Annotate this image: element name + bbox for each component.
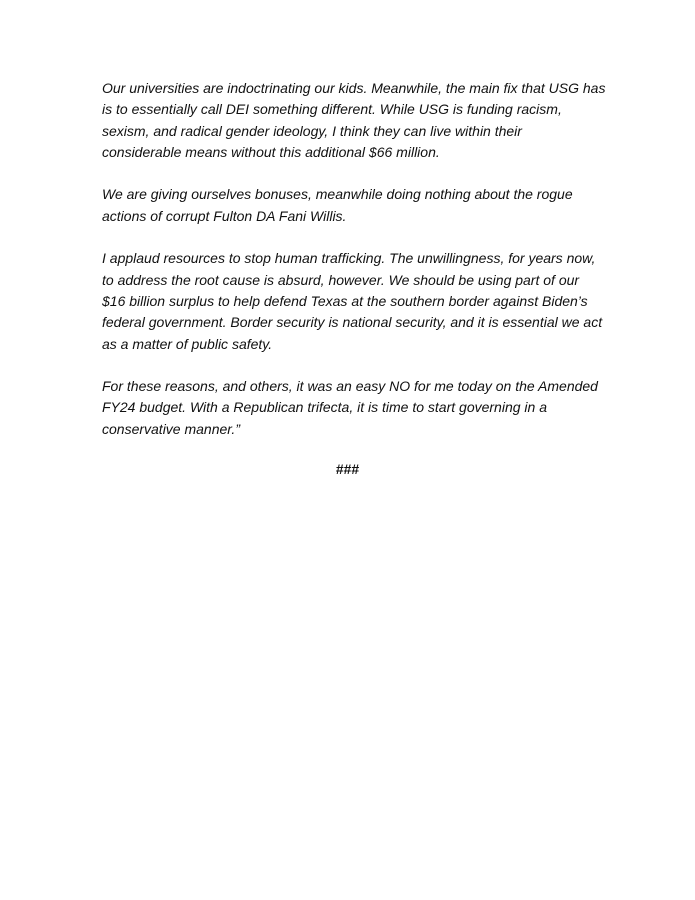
paragraph-border-security <box>102 248 603 354</box>
paragraph-conclusion <box>102 376 600 440</box>
text-line: Our universities are indoctrinating our kids. Meanwhile, the main fix that USG has <box>102 80 606 96</box>
text-line: For these reasons, and others, it was an easy NO for me today on the Amended <box>102 378 598 395</box>
text-line: considerable means without this additional $66 million. <box>102 143 440 160</box>
text-line: $16 billion surplus to help defend Texas at the southern border against Biden’s <box>102 292 588 309</box>
text-line: conservative manner.” <box>102 420 240 437</box>
text-line: as a matter of public safety. <box>102 335 273 352</box>
end-of-release-mark: ### <box>335 461 360 477</box>
text-line: federal government. Border security is national security, and it is essential we act <box>102 314 603 331</box>
text-line: FY24 budget. With a Republican trifecta, it is time to start governing in a <box>102 399 547 416</box>
text-line: is to essentially call DEI something different. While USG is funding racism, <box>102 101 562 118</box>
text-line: sexism, and radical gender ideology, I think they can live within their <box>102 122 522 139</box>
text-line: actions of corrupt Fulton DA Fani Willis. <box>102 207 347 224</box>
paragraph-bonuses <box>102 184 600 227</box>
paragraph-usg-funding <box>102 78 606 163</box>
text-line: to address the root cause is absurd, however. We should be using part of our <box>102 271 580 288</box>
text-line: We are giving ourselves bonuses, meanwhile doing nothing about the rogue <box>102 186 573 203</box>
statement-body <box>102 78 606 461</box>
text-line: I applaud resources to stop human trafficking. The unwillingness, for years now, <box>102 250 596 267</box>
